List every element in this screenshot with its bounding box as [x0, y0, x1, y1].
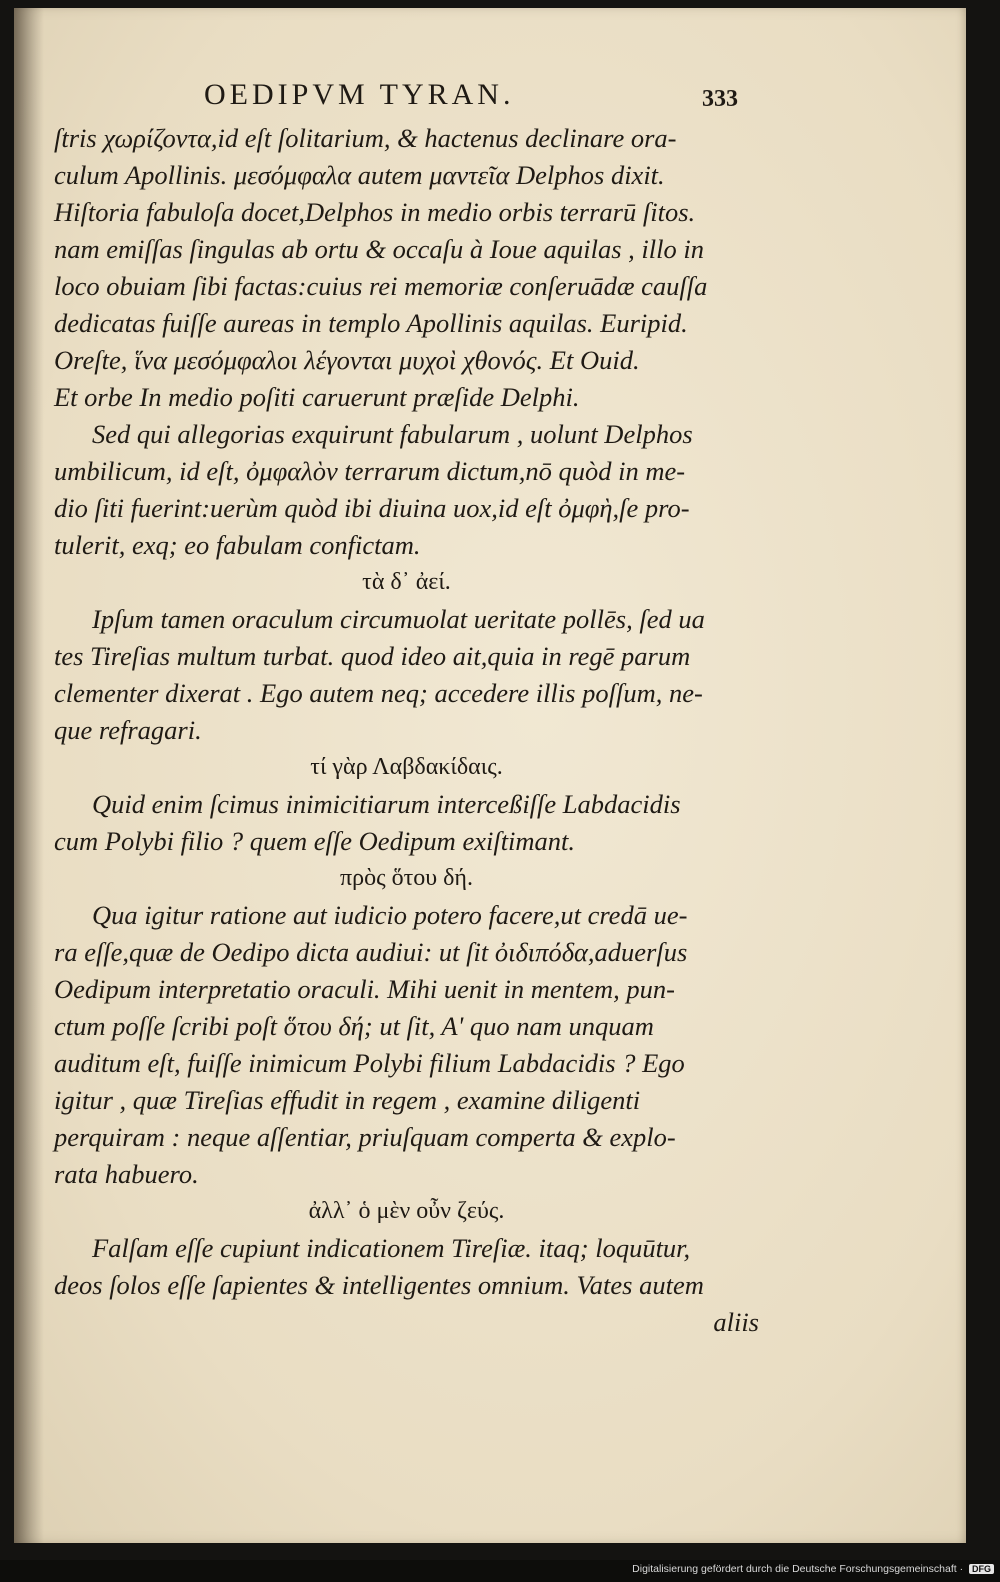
text-line: Qua igitur ratione aut iudicio potero facere,ut credā ue-	[92, 900, 688, 930]
text-line: clementer dixerat . Ego autem neq; accedere illis poſſum, ne-	[54, 678, 703, 708]
text-line: rata habuero.	[54, 1159, 199, 1189]
text-line: ctum poſſe ſcribi poſt ὅτου δή; ut ſit, A' quo nam unquam	[54, 1011, 654, 1041]
text-line: auditum eſt, fuiſſe inimicum Polybi filium Labdacidis ? Ego	[54, 1048, 685, 1078]
text-line: nam emiſſas ſingulas ab ortu & occaſu à Ioue aquilas , illo in	[54, 234, 704, 264]
greek-lemma: τὰ δ᾽ ἀεί.	[362, 569, 451, 595]
text-line: culum Apollinis. μεσόμφαλα autem μαντεῖα Delphos dixit.	[54, 160, 665, 190]
text-line: Quid enim ſcimus inimicitiarum interceßiſſe Labdacidis	[92, 789, 681, 819]
text-line: tes Tireſias multum turbat. quod ideo ait,quia in regē parum	[54, 641, 691, 671]
page-number: 333	[702, 86, 738, 112]
greek-lemma: τί γὰρ Λαβδακίδαις.	[310, 754, 503, 780]
text-line: Hiſtoria fabuloſa docet,Delphos in medio orbis terrarū ſitos.	[54, 197, 696, 227]
running-title: OEDIPVM TYRAN.	[204, 78, 515, 111]
greek-lemma: ἀλλ᾽ ὁ μὲν οὖν ζεύς.	[308, 1198, 505, 1224]
text-line: que refragari.	[54, 715, 202, 745]
text-line: dio ſiti fuerint:uerùm quòd ibi diuina uox,id eſt ὀμφὴ,ſe pro-	[54, 493, 690, 523]
text-line: Falſam eſſe cupiunt indicationem Tireſiæ. itaq; loquūtur,	[92, 1233, 691, 1263]
text-line: ra eſſe,quæ de Oedipo dicta audiui: ut ſit ὀιδιπόδα,aduerſus	[54, 937, 688, 967]
text-line: ſtris χωρίζοντα,id eſt ſolitarium, & hactenus declinare ora-	[54, 123, 677, 153]
book-page	[14, 8, 966, 1543]
text-line: Sed qui allegorias exquirunt fabularum , uolunt Delphos	[92, 419, 693, 449]
digitization-credit	[632, 1563, 994, 1575]
text-block	[54, 120, 759, 1341]
text-line: igitur , quæ Tireſias effudit in regem , examine diligenti	[54, 1085, 641, 1115]
dfg-logo: DFG	[969, 1564, 994, 1574]
text-line: umbilicum, id eſt, ὀμφαλὸν terrarum dictum,nō quòd in me-	[54, 456, 686, 486]
text-line: cum Polybi filio ? quem eſſe Oedipum exiſtimant.	[54, 826, 576, 856]
catchword: aliis	[713, 1307, 759, 1337]
text-line: perquiram : neque aſſentiar, priuſquam comperta & explo-	[54, 1122, 676, 1152]
text-line: Ipſum tamen oraculum circumuolat ueritate pollēs, ſed ua	[92, 604, 705, 634]
credit-text: Digitalisierung gefördert durch die Deutsche Forschungsgemeinschaft ·	[632, 1563, 964, 1575]
text-line: deos ſolos eſſe ſapientes & intelligentes omnium. Vates autem	[54, 1270, 704, 1300]
text-line: Oedipum interpretatio oraculi. Mihi uenit in mentem, pun-	[54, 974, 675, 1004]
text-line: Oreſte, ἵνα μεσόμφαλοι λέγονται μυχοὶ χθονός. Et Ouid.	[54, 345, 640, 375]
page-gutter-shadow	[14, 8, 44, 1543]
text-line: dedicatas fuiſſe aureas in templo Apollinis aquilas. Euripid.	[54, 308, 688, 338]
greek-lemma: πρὸς ὅτου δή.	[340, 865, 473, 891]
text-line: Et orbe In medio poſiti caruerunt præſide Delphi.	[54, 382, 580, 412]
text-line: loco obuiam ſibi factas:cuius rei memoriæ conſeruādæ cauſſa	[54, 271, 708, 301]
text-line: tulerit, exq; eo fabulam confictam.	[54, 530, 421, 560]
